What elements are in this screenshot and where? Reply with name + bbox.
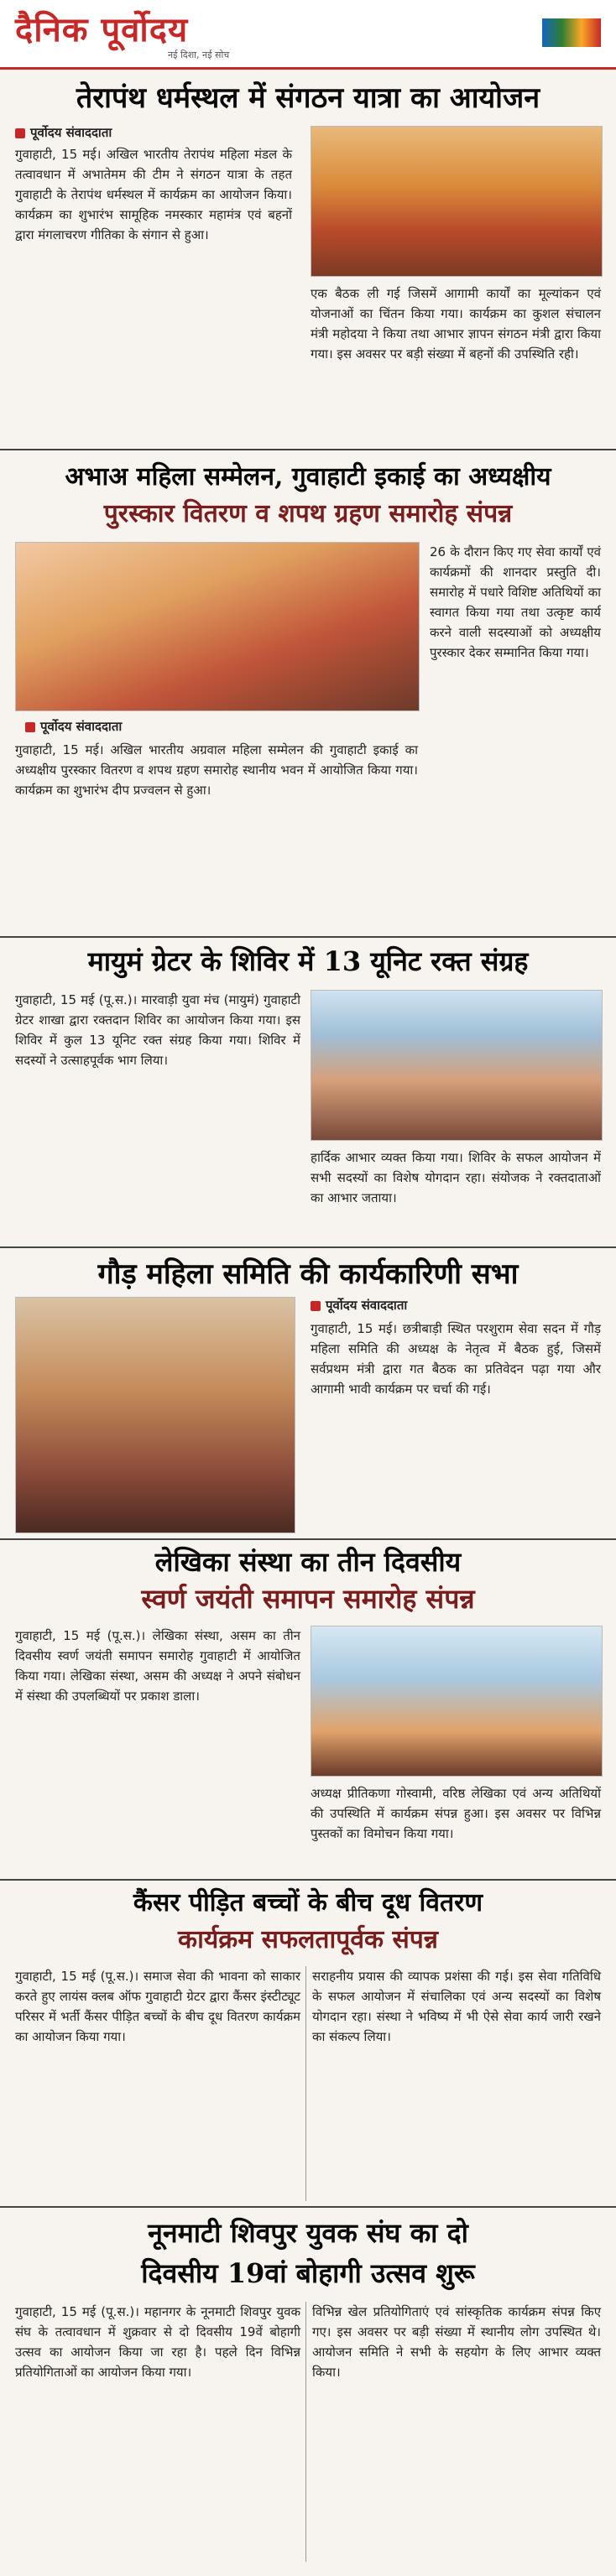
article-1-photo bbox=[311, 126, 603, 277]
article-5-col-right: अध्यक्ष प्रीतिकणा गोस्वामी, वरिष्ठ लेखिका एवं अन्य अतिथियों की उपस्थिति में कार्यक्रम संपन्न हुआ। इस अवसर पर विभिन्न पुस्तकों का विमोचन किया गया। bbox=[311, 1786, 601, 1841]
masthead-color-strip bbox=[542, 18, 601, 47]
article-7-headline-2: दिवसीय 19वां बोहागी उत्सव शुरू bbox=[141, 2257, 475, 2289]
masthead bbox=[0, 0, 616, 70]
article-1-byline bbox=[15, 124, 112, 141]
article-6-headline: कैंसर पीड़ित बच्चों के बीच दूध वितरण bbox=[133, 1888, 483, 1918]
article-4-byline-text: पूर्वोदय संवाददाता bbox=[326, 1298, 408, 1313]
article-1-col-right: एक बैठक ली गई जिसमें आगामी कार्यों का मूल्यांकन एवं योजनाओं का चिंतन किया गया। कार्यक्रम का कुशल संचालन मंत्री महोदया ने किया तथा आभार ज्ञापन संगठन मंत्री द्वारा किया गया। इस अवसर पर बड़ी संख्या में बहनों की उपस्थिति रही। bbox=[311, 286, 601, 362]
byline-marker-icon bbox=[311, 1301, 321, 1311]
article-1-col-left: गुवाहाटी, 15 मई। अखिल भारतीय तेरापंथ महिला मंडल के तत्वावधान में अभातेमम की टीम ने संगठन यात्रा के तहत गुवाहाटी के तेरापंथ धर्मस्थल में कार्यक्रम का आयोजन किया। कार्यक्रम का शुभारंभ सामूहिक नमस्कार महामंत्र एवं बहनों द्वारा मंगलाचरण गीतिका के संगान से हुआ। bbox=[15, 147, 292, 242]
article-2-headline: अभाअ महिला सम्मेलन, गुवाहाटी इकाई का अध्यक्षीय bbox=[65, 462, 551, 492]
article-5-headline-2: स्वर्ण जयंती समापन समारोह संपन्न bbox=[141, 1583, 475, 1615]
divider bbox=[0, 1246, 616, 1248]
article-4-col-right: गुवाहाटी, 15 मई। छत्रीबाड़ी स्थित परशुराम सेवा सदन में गौड़ महिला समिति की अध्यक्ष के नेतृत्व में बैठक हुई, जिसमें सर्वप्रथम मंत्री द्वारा गत बैठक का प्रतिवेदन पढ़ा गया और आगामी भावी कार्यक्रम पर चर्चा की गई। bbox=[311, 1321, 601, 1397]
article-7-headline: नूनमाटी शिवपुर युवक संघ का दो bbox=[148, 2217, 468, 2249]
article-2-headline-2: पुरस्कार वितरण व शपथ ग्रहण समारोह संपन्न bbox=[103, 499, 513, 528]
article-2-col-left: गुवाहाटी, 15 मई। अखिल भारतीय अग्रवाल महिला सम्मेलन की गुवाहाटी इकाई का अध्यक्षीय पुरस्कार वितरण व शपथ ग्रहण समारोह स्थानीय भवन में आयोजित किया गया। कार्यक्रम का शुभारंभ दीप प्रज्वलन से हुआ। bbox=[15, 742, 418, 798]
article-5-photo bbox=[311, 1626, 603, 1777]
column-separator bbox=[305, 1966, 306, 2201]
article-2-byline-text: पूर्वोदय संवाददाता bbox=[40, 719, 123, 734]
article-3-col-right: हार्दिक आभार व्यक्त किया गया। शिविर के सफल आयोजन में सभी सदस्यों का विशेष योगदान रहा। संयोजक ने रक्तदाताओं का आभार जताया। bbox=[311, 1150, 601, 1205]
column-separator bbox=[305, 2302, 306, 2562]
divider bbox=[0, 1879, 616, 1881]
article-5-headline: लेखिका संस्था का तीन दिवसीय bbox=[154, 1546, 462, 1578]
article-7-col-right: विभिन्न खेल प्रतियोगिताएं एवं सांस्कृतिक कार्यक्रम संपन्न किए गए। इस अवसर पर बड़ी संख्या में स्थानीय लोग उपस्थित थे। आयोजन समिति ने सभी के सहयोग के लिए आभार व्यक्त किया। bbox=[312, 2304, 601, 2380]
divider bbox=[0, 2206, 616, 2208]
article-1-byline-text: पूर्वोदय संवाददाता bbox=[30, 125, 112, 140]
divider bbox=[0, 936, 616, 938]
article-3-headline: मायुमं ग्रेटर के शिविर में 13 यूनिट रक्त संग्रह bbox=[87, 945, 529, 977]
article-3-col-left: गुवाहाटी, 15 मई (पू.स.)। मारवाड़ी युवा मंच (मायुमं) गुवाहाटी ग्रेटर शाखा द्वारा रक्तदान शिविर का आयोजन किया गया। इस शिविर में कुल 13 यूनिट रक्त संग्रह किया गया। शिविर में सदस्यों ने उत्साहपूर्वक भाग लिया। bbox=[15, 992, 300, 1068]
divider bbox=[0, 1538, 616, 1540]
divider bbox=[0, 449, 616, 450]
article-5-col-left: गुवाहाटी, 15 मई (पू.स.)। लेखिका संस्था, असम का तीन दिवसीय स्वर्ण जयंती समापन समारोह गुवाहाटी में आयोजित किया गया। लेखिका संस्था, असम की अध्यक्ष ने अपने संबोधन में संस्था की उपलब्धियों पर प्रकाश डाला। bbox=[15, 1628, 300, 1704]
byline-marker-icon bbox=[25, 722, 35, 732]
article-3-photo bbox=[311, 990, 603, 1141]
newspaper-tagline: नई दिशा, नई सोच bbox=[168, 49, 230, 60]
article-1-headline: तेरापंथ धर्मस्थल में संगठन यात्रा का आयोजन bbox=[76, 81, 540, 115]
article-6-headline-2: कार्यक्रम सफलतापूर्वक संपन्न bbox=[178, 1925, 438, 1954]
article-4-byline bbox=[311, 1297, 407, 1314]
newspaper-title: दैनिक पूर्वोदय bbox=[15, 11, 189, 49]
article-4-headline: गौड़ महिला समिति की कार्यकारिणी सभा bbox=[97, 1257, 519, 1291]
article-2-photo bbox=[15, 542, 420, 711]
article-4-photo bbox=[15, 1297, 295, 1533]
byline-marker-icon bbox=[15, 128, 25, 138]
article-6-col-right: सराहनीय प्रयास की व्यापक प्रशंसा की गई। इस सेवा गतिविधि के सफल आयोजन में संचालिका एवं अन्य सदस्यों का विशेष योगदान रहा। संस्था ने भविष्य में भी ऐसे सेवा कार्य जारी रखने का संकल्प लिया। bbox=[312, 1969, 601, 2044]
article-6-col-left: गुवाहाटी, 15 मई (पू.स.)। समाज सेवा की भावना को साकार करते हुए लायंस क्लब ऑफ गुवाहाटी ग्रेटर द्वारा कैंसर इंस्टीट्यूट परिसर में भर्ती कैंसर पीड़ित बच्चों के बीच दूध वितरण कार्यक्रम का आयोजन किया गया। bbox=[15, 1969, 300, 2044]
article-2-byline bbox=[25, 718, 122, 735]
article-7-col-left: गुवाहाटी, 15 मई (पू.स.)। महानगर के नूनमाटी शिवपुर युवक संघ के तत्वावधान में शुक्रवार से दो दिवसीय 19वें बोहागी उत्सव का आयोजन किया जा रहा है। पहले दिन विभिन्न प्रतियोगिताओं का आयोजन किया गया। bbox=[15, 2304, 300, 2380]
article-2-col-right: 26 के दौरान किए गए सेवा कार्यों एवं कार्यक्रमों की शानदार प्रस्तुति दी। समारोह में पधारे विशिष्ट अतिथियों का स्वागत किया गया तथा उत्कृष्ट कार्य करने वाली सदस्याओं को अध्यक्षीय पुरस्कार देकर सम्मानित किया गया। bbox=[430, 544, 601, 660]
